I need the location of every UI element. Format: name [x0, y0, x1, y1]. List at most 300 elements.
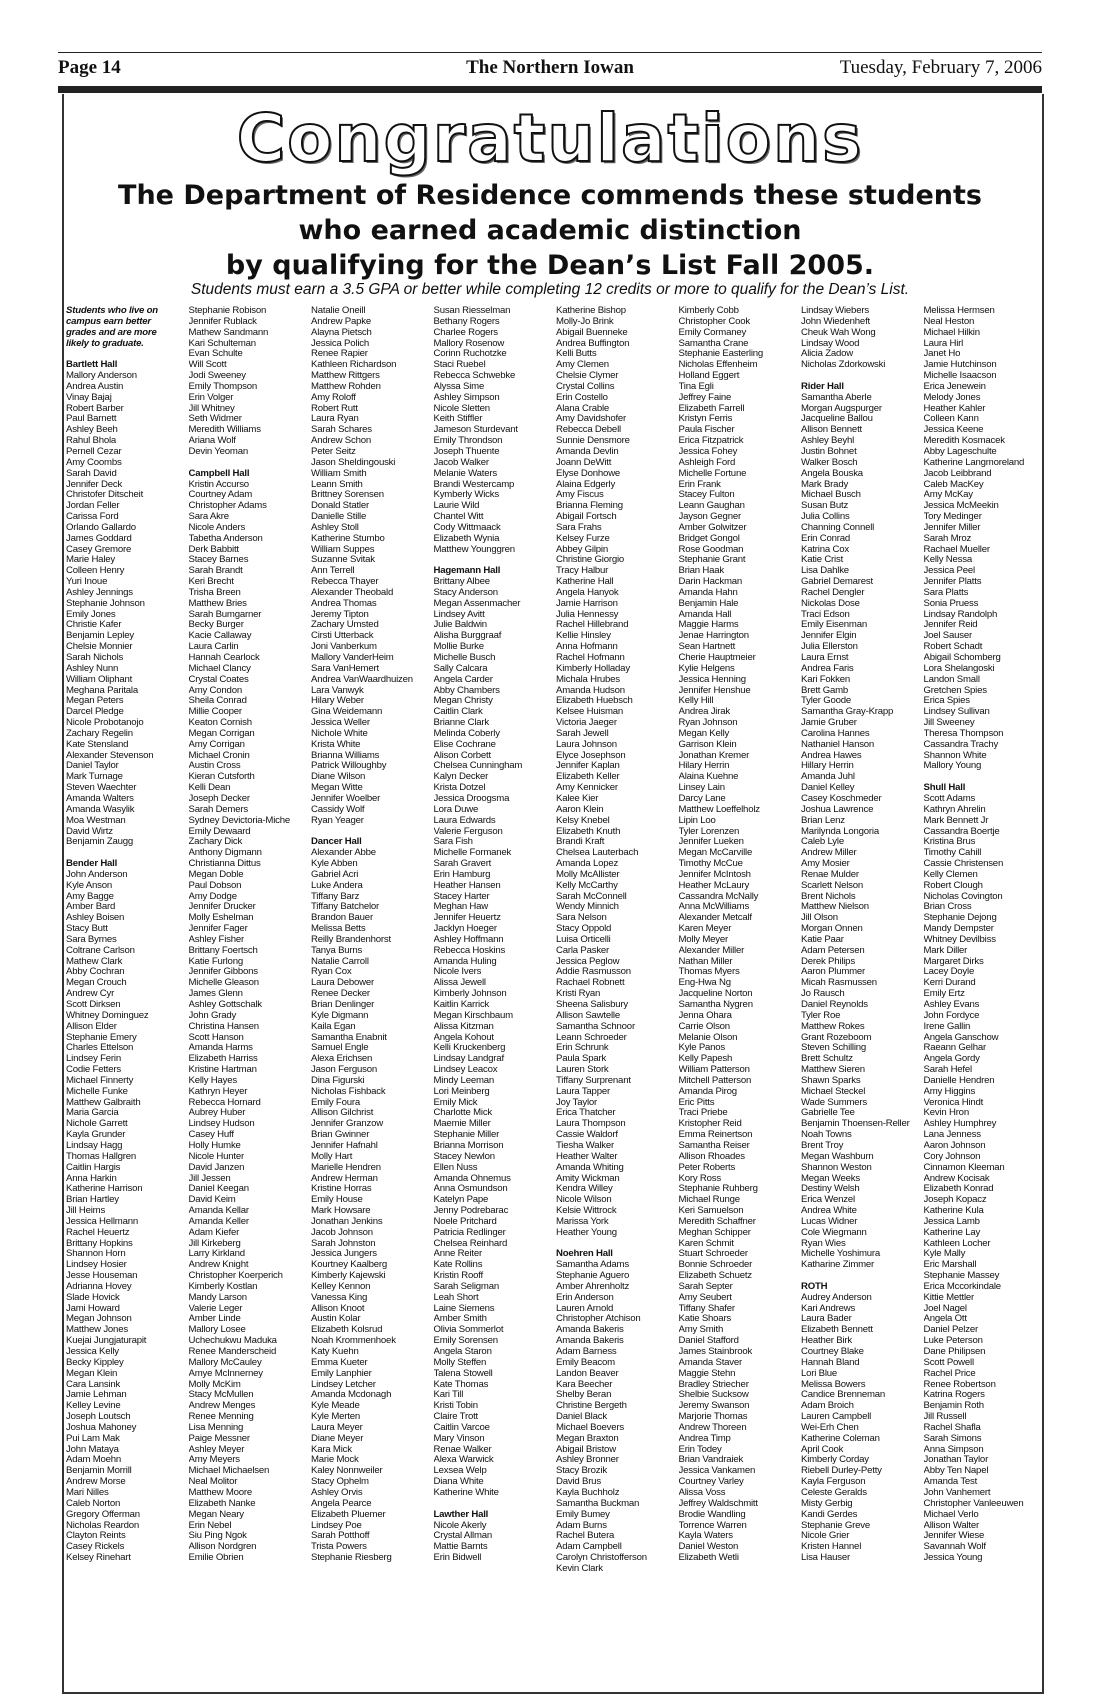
student-name: Nicholas Zdorkowski	[801, 359, 886, 371]
student-name: Brett Gamb	[801, 684, 849, 696]
student-name: Thomas Hallgren	[66, 1150, 137, 1162]
student-name: Emily Lanphier	[311, 1367, 372, 1379]
student-name: Michelle Yoshimura	[801, 1248, 881, 1260]
student-name: Kaitlin Karrick	[433, 999, 490, 1010]
student-name: Morgan Augspurger	[801, 402, 882, 414]
student-name: Gregory Offerman	[66, 1508, 140, 1520]
student-name: Amanda Walters	[66, 792, 134, 804]
student-name: Marilynda Longoria	[801, 825, 879, 837]
student-name: Jessica Weller	[311, 717, 370, 729]
student-name: Aaron Klein	[556, 803, 604, 815]
student-name: Allison Walter	[923, 1519, 979, 1531]
hall-heading: Shull Hall	[923, 782, 966, 794]
student-name: Mathew Sandmann	[188, 326, 269, 338]
student-name: Mitchell Patterson	[678, 1074, 752, 1086]
student-name: Andrea VanWaardhuizen	[311, 673, 413, 685]
student-name: Gabriel Demarest	[801, 576, 873, 588]
student-name: Megan Klein	[66, 1367, 118, 1379]
student-name: Amy Bagge	[66, 890, 114, 902]
student-name: Emily Eisenman	[801, 619, 867, 631]
student-name: Katrina Rogers	[923, 1389, 985, 1401]
student-name: Theresa Thompson	[923, 727, 1004, 739]
student-name: Megan Johnson	[66, 1313, 132, 1325]
student-name: Eric Pitts	[678, 1096, 715, 1108]
student-name: Mark Bennett Jr	[923, 814, 989, 826]
student-name: Jameson Sturdevant	[433, 424, 518, 436]
student-name: Landon Small	[923, 673, 980, 685]
student-name: Joy Taylor	[556, 1096, 598, 1108]
student-name: Cassandra Trachy	[923, 738, 999, 750]
student-name: Jami Howard	[66, 1302, 120, 1314]
student-name: Ryan Wies	[801, 1237, 846, 1249]
student-name: Elise Cochrane	[433, 738, 496, 750]
student-name: Abby Lageschulte	[923, 445, 997, 457]
student-name: Molly McAllister	[556, 868, 620, 880]
student-name: Kory Ross	[678, 1172, 721, 1184]
student-name: Tanya Burns	[311, 944, 363, 956]
student-name: Tory Medinger	[923, 511, 982, 523]
student-name: Jonathan Jenkins	[311, 1215, 383, 1227]
student-name: Ryan Johnson	[678, 717, 738, 729]
student-name: Tyler Roe	[801, 1009, 841, 1021]
student-name: Kate Stensland	[66, 738, 129, 750]
student-name: Kelly Papesh	[678, 1053, 733, 1065]
student-name: Garrison Klein	[678, 738, 737, 750]
student-name: Elizabeth Kolsrud	[311, 1324, 383, 1336]
student-name: Emily Beacom	[556, 1356, 615, 1368]
student-name: Evan Schulte	[188, 348, 243, 360]
student-name: Brian Haak	[678, 565, 724, 577]
hall-heading: Noehren Hall	[556, 1248, 613, 1260]
student-name: Alaina Kuehne	[678, 771, 739, 783]
student-name: Carolina Hannes	[801, 727, 870, 739]
student-name: Shawn Sparks	[801, 1074, 861, 1086]
student-name: Pui Lam Mak	[66, 1432, 120, 1444]
student-name: Jessica Droogsma	[433, 792, 510, 804]
student-name: Tyler Goode	[801, 695, 852, 707]
student-name: Raeann Gelhar	[923, 1042, 986, 1054]
student-name: Stephanie Dejong	[923, 912, 997, 924]
student-name: Walker Bosch	[801, 456, 858, 468]
student-name: Kathryn Heyer	[188, 1085, 248, 1097]
student-name: Cody Wittmaack	[433, 521, 501, 533]
student-name: Jessica Lamb	[923, 1215, 980, 1227]
student-name: Emma Kueter	[311, 1356, 368, 1368]
student-name: Corinn Ruchotzke	[433, 348, 507, 360]
student-name: Bonnie Schroeder	[678, 1259, 753, 1271]
student-name: Stephanie Robison	[188, 306, 267, 316]
student-name: Mari Nilles	[66, 1486, 109, 1498]
student-name: Brittany Foertsch	[188, 944, 258, 956]
student-name: Brandi Kraft	[556, 836, 605, 848]
student-name: Jessica McMeekin	[923, 500, 999, 512]
student-name: Amanda Huling	[433, 955, 497, 967]
student-name: Micah Rasmussen	[801, 977, 877, 989]
student-name: John Vanhemert	[923, 1486, 991, 1498]
student-name: Chelsie Clymer	[556, 370, 619, 382]
student-name: Benjamin Thoensen-Reller	[801, 1118, 910, 1130]
names-columns	[66, 306, 1046, 1686]
student-name: Kelsee Huisman	[556, 706, 624, 718]
student-name: Valerie Leger	[188, 1302, 243, 1314]
student-name: Lori Meinberg	[433, 1085, 490, 1097]
student-name: Erin Anderson	[556, 1291, 614, 1303]
student-name: Daniel Reynolds	[801, 999, 868, 1010]
student-name: Eric Marshall	[923, 1259, 977, 1271]
student-name: Kristen Hannel	[801, 1541, 862, 1553]
student-name: Lori Blue	[801, 1367, 838, 1379]
student-name: Angela Gordy	[923, 1053, 980, 1065]
student-name: Matthew Rittgers	[311, 370, 380, 382]
student-name: Abby Ten Napel	[923, 1465, 989, 1477]
student-name: Danielle Hendren	[923, 1074, 995, 1086]
student-name: Allison Nordgren	[188, 1541, 257, 1553]
student-name: Ashley Beeh	[66, 424, 118, 436]
student-name: Amber Golwitzer	[678, 521, 747, 533]
student-name: Paula Fischer	[678, 424, 735, 436]
student-name: Amanda Hudson	[556, 684, 625, 696]
student-name: Kimberly Kostlan	[188, 1280, 258, 1292]
student-name: Lexsea Welp	[433, 1465, 487, 1477]
student-name: Katie Paar	[801, 933, 844, 945]
student-name: Suzanne Svitak	[311, 554, 375, 566]
student-name: Chelsea Lauterbach	[556, 847, 639, 859]
student-name: Erica Thatcher	[556, 1107, 616, 1119]
student-name: Jessica Hellmann	[66, 1215, 138, 1227]
student-name: Janet Ho	[923, 348, 961, 360]
student-name: Meghana Paritala	[66, 684, 138, 696]
student-name: Christine Giorgio	[556, 554, 625, 566]
student-name: Jenae Harrington	[678, 630, 749, 642]
student-name: Alicia Zadow	[801, 348, 853, 360]
student-name: Noah Towns	[801, 1129, 852, 1141]
student-name: Kelsey Furze	[556, 532, 610, 544]
student-name: Jennifer Granzow	[311, 1118, 383, 1130]
student-name: Stephanie Aguero	[556, 1270, 630, 1282]
student-name: Kristine Horras	[311, 1183, 372, 1195]
student-name: Robert Rutt	[311, 402, 358, 414]
student-name: Addie Rasmusson	[556, 966, 631, 978]
student-name: Lindsey Avitt	[433, 608, 485, 620]
student-name: Emily Sorensen	[433, 1335, 498, 1347]
student-name: Yuri Inoue	[66, 576, 108, 588]
student-name: Stephanie Easterling	[678, 348, 764, 360]
student-name: Kelley Kennon	[311, 1280, 371, 1292]
student-name: Joni Vanberkum	[311, 641, 377, 653]
student-name: Meredith Kosmacek	[923, 435, 1005, 447]
student-name: Sarah Seligman	[433, 1280, 499, 1292]
student-name: Stacy Butt	[66, 923, 108, 935]
student-name: Amanda Whiting	[556, 1161, 624, 1173]
student-name: Michael Steckel	[801, 1085, 866, 1097]
student-name: Megan Christy	[433, 695, 493, 707]
student-name: Nicholas Fishback	[311, 1085, 386, 1097]
student-name: Megan Weeks	[801, 1172, 860, 1184]
student-name: Torrence Warren	[678, 1519, 747, 1531]
student-name: Rebecca Schwebke	[433, 370, 516, 382]
student-name: Tyler Lorenzen	[678, 825, 740, 837]
student-name: Allison Bennett	[801, 424, 862, 436]
student-name: Nicole Ivers	[433, 966, 482, 978]
student-name: Lara Vanwyk	[311, 684, 364, 696]
student-name: Kristine Hartman	[188, 1064, 257, 1076]
student-name: April Cook	[801, 1443, 844, 1455]
student-name: Lauren Arnold	[556, 1302, 614, 1314]
student-name: John Anderson	[66, 868, 128, 880]
student-name: Stephanie Riesberg	[311, 1552, 392, 1564]
student-name: Amber Linde	[188, 1313, 241, 1325]
student-name: James Goddard	[66, 532, 132, 544]
hall-heading: Bender Hall	[66, 858, 118, 870]
student-name: Amanda Bakeris	[556, 1324, 624, 1336]
student-name: Michael Clancy	[188, 662, 251, 674]
student-name: Jeremy Tipton	[311, 608, 369, 620]
sidebar-note-line: Students who live on	[66, 306, 158, 316]
student-name: Rahul Bhola	[66, 435, 117, 447]
student-name: Emily Throndson	[433, 435, 503, 447]
student-name: Katie Crist	[801, 554, 844, 566]
student-name: Savannah Wolf	[923, 1541, 986, 1553]
student-name: Susan Riesselman	[433, 306, 511, 316]
student-name: Courtney Varley	[678, 1476, 744, 1488]
student-name: Jeremy Swanson	[678, 1400, 750, 1412]
names-column-5	[556, 306, 679, 1686]
student-name: Lauren Stork	[556, 1064, 609, 1076]
student-name: Meredith Williams	[188, 424, 261, 436]
student-name: Katelyn Pape	[433, 1194, 489, 1206]
student-name: Rebecca Hornard	[188, 1096, 261, 1108]
student-name: Joshua Mahoney	[66, 1421, 137, 1433]
student-name: Ashley Fisher	[188, 933, 245, 945]
student-name: Adam Kiefer	[188, 1226, 240, 1238]
student-name: Alyssa Sime	[433, 380, 485, 392]
student-name: Krista White	[311, 738, 361, 750]
student-name: Matthew Younggren	[433, 543, 515, 555]
student-name: Ashley Stoll	[311, 521, 359, 533]
student-name: Erica Spies	[923, 695, 970, 707]
student-name: Kaley Nonnweiler	[311, 1465, 383, 1477]
student-name: Michelle Funke	[66, 1085, 128, 1097]
student-name: Becky Burger	[188, 619, 244, 631]
student-name: Brian Gwinner	[311, 1129, 370, 1141]
student-name: Christopher Cook	[678, 315, 750, 327]
student-name: Cassie Christensen	[923, 858, 1004, 870]
student-name: Amanda Juhl	[801, 771, 855, 783]
student-name: Kimberly Cobb	[678, 306, 739, 316]
student-name: Jennifer Elgin	[801, 630, 857, 642]
student-name: Sarah Schares	[311, 424, 372, 436]
student-name: Jill Heims	[66, 1205, 106, 1217]
student-name: Mallory Young	[923, 760, 982, 772]
student-name: Jordan Feller	[66, 500, 120, 512]
student-name: Emma Reinertson	[678, 1129, 753, 1141]
student-name: Amy Dodge	[188, 890, 237, 902]
student-name: David Brus	[556, 1476, 601, 1488]
student-name: Jessica Jungers	[311, 1248, 377, 1260]
student-name: Andrew Miller	[801, 847, 857, 859]
student-name: Hannah Cearlock	[188, 652, 260, 663]
student-name: Larry Kirkland	[188, 1248, 245, 1260]
student-name: Sean Hartnett	[678, 641, 736, 653]
student-name: Linsey Lain	[678, 782, 725, 794]
student-name: Brian Denlinger	[311, 999, 375, 1010]
student-name: Abby Chambers	[433, 684, 500, 696]
student-name: Ryan Cox	[311, 966, 352, 978]
student-name: Michael Michaelsen	[188, 1465, 270, 1477]
student-name: Stephanie Grant	[678, 554, 746, 566]
student-name: Lindsay Hagg	[66, 1139, 123, 1151]
student-name: Aaron Plummer	[801, 966, 866, 978]
student-name: Jill Jessen	[188, 1172, 231, 1184]
student-name: Andrea Jirak	[678, 706, 730, 718]
student-name: Cirsti Utterback	[311, 630, 374, 642]
student-name: Michelle Fortune	[678, 467, 747, 479]
student-name: Amy Seubert	[678, 1291, 732, 1303]
student-name: Laura Debower	[311, 977, 374, 989]
student-name: Alissa Voss	[678, 1486, 726, 1498]
hall-heading: ROTH	[801, 1280, 828, 1292]
student-name: Sarah Nichols	[66, 652, 124, 663]
student-name: Samuel Engle	[311, 1042, 369, 1054]
student-name: Renee Rapier	[311, 348, 368, 360]
student-name: Andrew Papke	[311, 315, 371, 327]
student-name: Channing Connell	[801, 521, 875, 533]
student-name: Amber Ahrenholtz	[556, 1280, 630, 1292]
student-name: Kelly Nessa	[923, 554, 972, 566]
student-name: Kari Andrews	[801, 1302, 856, 1314]
student-name: Pernell Cezar	[66, 445, 122, 457]
student-name: Lindsey Hudson	[188, 1118, 255, 1130]
student-name: Kevin Hron	[923, 1107, 969, 1119]
student-name: Sara Byrnes	[66, 933, 117, 945]
student-name: Samantha Nygren	[678, 999, 753, 1010]
student-name: Erica Mccorkindale	[923, 1280, 1001, 1292]
student-name: Casey Rickels	[66, 1541, 125, 1553]
student-name: Laine Siemens	[433, 1302, 495, 1314]
student-name: Megan McCarville	[678, 847, 753, 859]
student-name: Joseph Decker	[188, 792, 250, 804]
student-name: Christine Bergeth	[556, 1400, 627, 1412]
student-name: Amber Bard	[66, 901, 116, 913]
student-name: Matthew Sieren	[801, 1064, 865, 1076]
student-name: Amy Smith	[678, 1324, 724, 1336]
student-name: Kieran Cutsforth	[188, 771, 255, 783]
student-name: Mallory Losee	[188, 1324, 246, 1336]
student-name: Marielle Hendren	[311, 1161, 381, 1173]
student-name: Lindsay Landgraf	[433, 1053, 504, 1065]
student-name: Siu Ping Ngok	[188, 1530, 247, 1542]
congratulations-title: Congratulations	[236, 100, 864, 177]
student-name: Melissa Bowers	[801, 1378, 866, 1390]
student-name: Margaret Dirks	[923, 955, 984, 967]
student-name: Megan Braxton	[556, 1432, 619, 1444]
student-name: Scarlett Nelson	[801, 879, 864, 891]
student-name: Lindsay Wood	[801, 337, 860, 349]
headline	[70, 178, 1030, 283]
student-name: Jennifer Henshue	[678, 684, 751, 696]
student-name: Jennifer Lueken	[678, 836, 744, 848]
student-name: Angela Carder	[433, 673, 493, 685]
student-name: Megan Crouch	[66, 977, 127, 989]
student-name: Megan Kelly	[678, 727, 730, 739]
student-name: Matthew Rokes	[801, 1020, 865, 1032]
student-name: Jennifer Woelber	[311, 792, 381, 804]
student-name: Katrina Cox	[801, 543, 849, 555]
student-name: Nicole Sletten	[433, 402, 490, 414]
student-name: Michelle Busch	[433, 652, 496, 663]
student-name: Donald Statler	[311, 500, 369, 512]
student-name: Scott Adams	[923, 792, 976, 804]
student-name: Kathryn Ahrelin	[923, 803, 986, 815]
student-name: Crystal Collins	[556, 380, 615, 392]
student-name: Erin Bidwell	[433, 1552, 482, 1564]
student-name: Stacey Barnes	[188, 554, 249, 566]
student-name: Jason Sheldingouski	[311, 456, 396, 468]
student-name: Nicholas Reardon	[66, 1519, 140, 1531]
student-name: Rachel Butera	[556, 1530, 615, 1542]
student-name: Stephanie Emery	[66, 1031, 137, 1043]
student-name: Jacqueline Ballou	[801, 413, 873, 425]
student-name: Rachael Robnett	[556, 977, 625, 989]
student-name: Charlotte Mick	[433, 1107, 493, 1119]
student-name: Amanda Kellar	[188, 1205, 249, 1217]
student-name: Benjamin Lepley	[66, 630, 134, 642]
student-name: Ashley Orvis	[311, 1486, 363, 1498]
student-name: Christopher Adams	[188, 500, 267, 512]
student-name: Paige Messner	[188, 1432, 250, 1444]
student-name: Tiffany Barz	[311, 890, 360, 902]
student-name: Samantha Gray-Krapp	[801, 706, 894, 718]
student-name: Ryan Yeager	[311, 814, 364, 826]
student-name: Derk Babbitt	[188, 543, 239, 555]
student-name: Hilary Weber	[311, 695, 364, 707]
student-name: Rebecca Hoskins	[433, 944, 506, 956]
student-name: Ashley Humphrey	[923, 1118, 997, 1130]
student-name: Amy Coombs	[66, 456, 122, 468]
student-name: Amanda Devlin	[556, 445, 619, 457]
student-name: Kelly Hill	[678, 695, 714, 707]
student-name: Christianna Dittus	[188, 858, 261, 870]
student-name: Ashley Nunn	[66, 662, 119, 674]
student-name: Megan Witte	[311, 782, 363, 794]
hall-heading: Bartlett Hall	[66, 359, 118, 371]
student-name: Cheuk Wah Wong	[801, 326, 876, 338]
student-name: Carissa Ford	[66, 511, 119, 523]
student-name: Brian Hartley	[66, 1194, 119, 1206]
student-name: Rebecca Thayer	[311, 576, 379, 588]
student-name: Gina Weidemann	[311, 706, 383, 718]
student-name: Casey Huff	[188, 1129, 234, 1141]
student-name: Jesse Houseman	[66, 1270, 138, 1282]
student-name: Courtney Blake	[801, 1346, 864, 1357]
student-name: Lindsey Letcher	[311, 1378, 376, 1390]
student-name: Katherine Lay	[923, 1226, 981, 1238]
student-name: Nicole Grier	[801, 1530, 850, 1542]
student-name: Amy McKay	[923, 489, 973, 501]
student-name: Caitlin Varcoe	[433, 1421, 490, 1433]
student-name: Nicole Akerly	[433, 1519, 487, 1531]
student-name: Kristopher Reid	[678, 1118, 742, 1130]
student-name: Kerri Durand	[923, 977, 976, 989]
student-name: Allison Elder	[66, 1020, 117, 1032]
student-name: Sarah Septer	[678, 1280, 733, 1292]
student-name: Leann Smith	[311, 478, 363, 490]
student-name: Marjorie Thomas	[678, 1411, 748, 1423]
student-name: Chelsea Reinhard	[433, 1237, 508, 1249]
student-name: Cassie Waldorf	[556, 1129, 618, 1141]
student-name: Elyce Josephson	[556, 749, 626, 761]
student-name: Cassandra Boertje	[923, 825, 1000, 837]
